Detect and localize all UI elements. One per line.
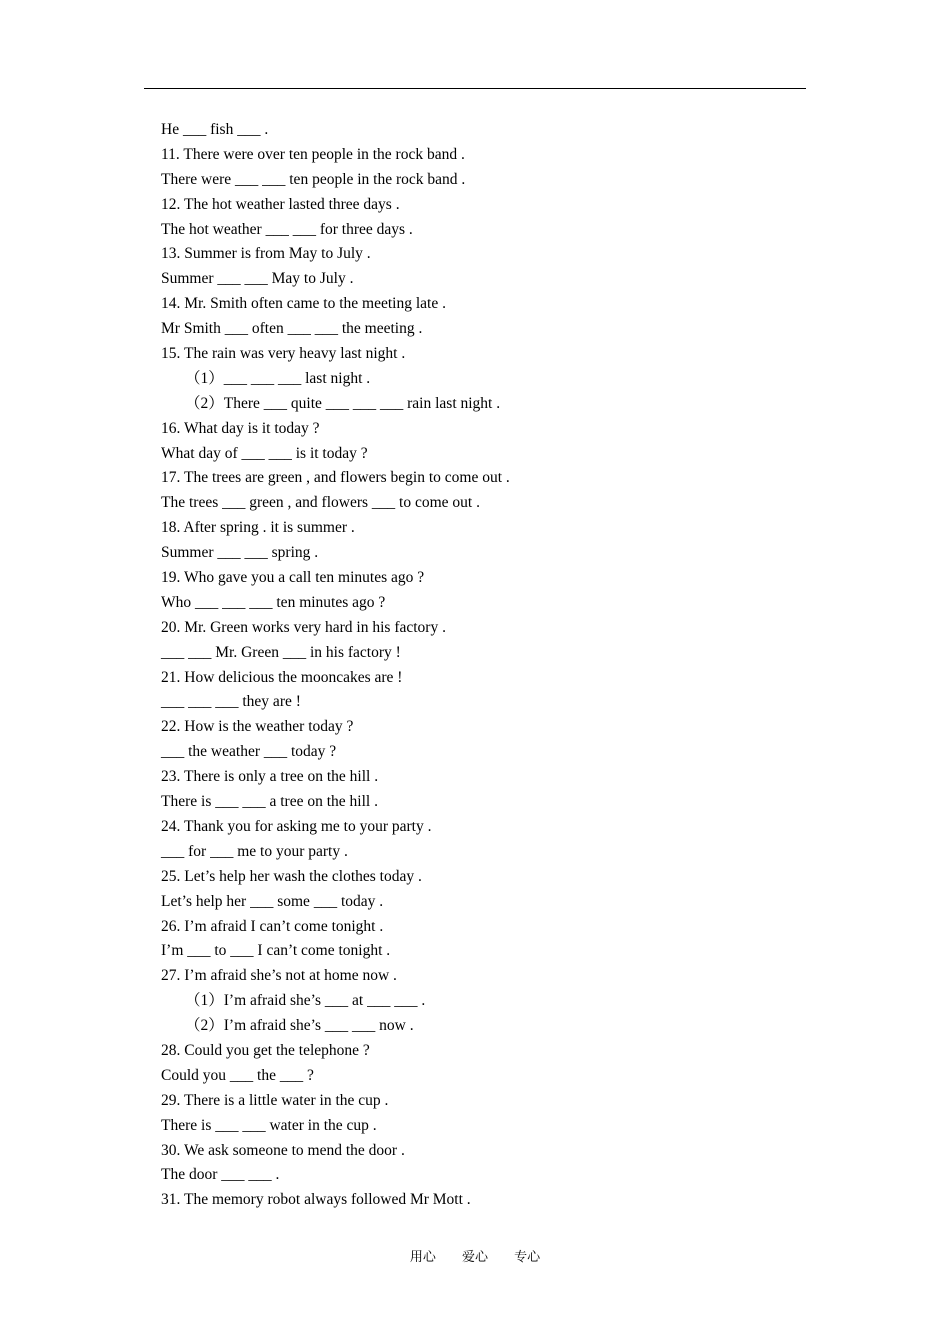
exercise-line: There is ___ ___ water in the cup . [161,1116,377,1134]
exercise-line: 15. The rain was very heavy last night . [161,345,406,363]
exercise-line: The hot weather ___ ___ for three days . [161,220,413,238]
exercise-line: What day of ___ ___ is it today ? [161,444,368,462]
exercise-line: ___ the weather ___ today ? [161,743,337,761]
exercise-line: 17. The trees are green , and flowers begin to come out . [161,469,510,487]
exercise-line: I’m ___ to ___ I can’t come tonight . [161,942,391,960]
exercise-line: （2）There ___ quite ___ ___ ___ rain last night . [185,394,501,412]
exercise-line: There were ___ ___ ten people in the rock band . [161,170,466,188]
exercise-line: ___ ___ ___ they are ! [161,693,301,711]
exercise-line: ___ ___ Mr. Green ___ in his factory ! [161,643,401,661]
exercise-line: The trees ___ green , and flowers ___ to come out . [161,494,480,512]
exercise-line: 27. I’m afraid she’s not at home now . [161,967,397,985]
exercise-line: Who ___ ___ ___ ten minutes ago ? [161,593,386,611]
exercise-line: Summer ___ ___ May to July . [161,270,354,288]
exercise-line: 12. The hot weather lasted three days . [161,195,400,213]
exercise-line: There is ___ ___ a tree on the hill . [161,793,378,811]
page-footer: 用心 爱心 专心 [409,1250,541,1265]
exercise-line: 13. Summer is from May to July . [161,245,371,263]
exercise-line: 14. Mr. Smith often came to the meeting late . [161,295,446,313]
exercise-line: 31. The memory robot always followed Mr Mott . [161,1191,471,1209]
exercise-content [161,118,801,1213]
exercise-line: ___ for ___ me to your party . [161,842,348,860]
exercise-line: Summer ___ ___ spring . [161,544,319,562]
exercise-line: 21. How delicious the mooncakes are ! [161,668,403,686]
exercise-line: 25. Let’s help her wash the clothes today . [161,867,422,885]
exercise-line: 19. Who gave you a call ten minutes ago ? [161,569,425,587]
exercise-line: （1）___ ___ ___ last night . [185,369,371,387]
exercise-line: （2）I’m afraid she’s ___ ___ now . [185,1017,414,1035]
exercise-line: 20. Mr. Green works very hard in his factory . [161,618,446,636]
header-rule [144,88,806,89]
exercise-line: Let’s help her ___ some ___ today . [161,892,384,910]
exercise-line: The door ___ ___ . [161,1166,280,1184]
exercise-line: 28. Could you get the telephone ? [161,1041,370,1059]
exercise-line: 18. After spring . it is summer . [161,519,355,537]
exercise-line: 24. Thank you for asking me to your party . [161,817,432,835]
exercise-line: 23. There is only a tree on the hill . [161,768,379,786]
exercise-line: Mr Smith ___ often ___ ___ the meeting . [161,320,423,338]
exercise-line: （1）I’m afraid she’s ___ at ___ ___ . [185,992,426,1010]
exercise-line: 11. There were over ten people in the rock band . [161,145,465,163]
exercise-line: 30. We ask someone to mend the door . [161,1141,405,1159]
exercise-line: 16. What day is it today ? [161,419,320,437]
exercise-line: Could you ___ the ___ ? [161,1066,314,1084]
exercise-line: He ___ fish ___ . [161,121,269,138]
exercise-line: 29. There is a little water in the cup . [161,1091,389,1109]
exercise-line: 26. I’m afraid I can’t come tonight . [161,917,384,935]
exercise-line: 22. How is the weather today ? [161,718,354,736]
